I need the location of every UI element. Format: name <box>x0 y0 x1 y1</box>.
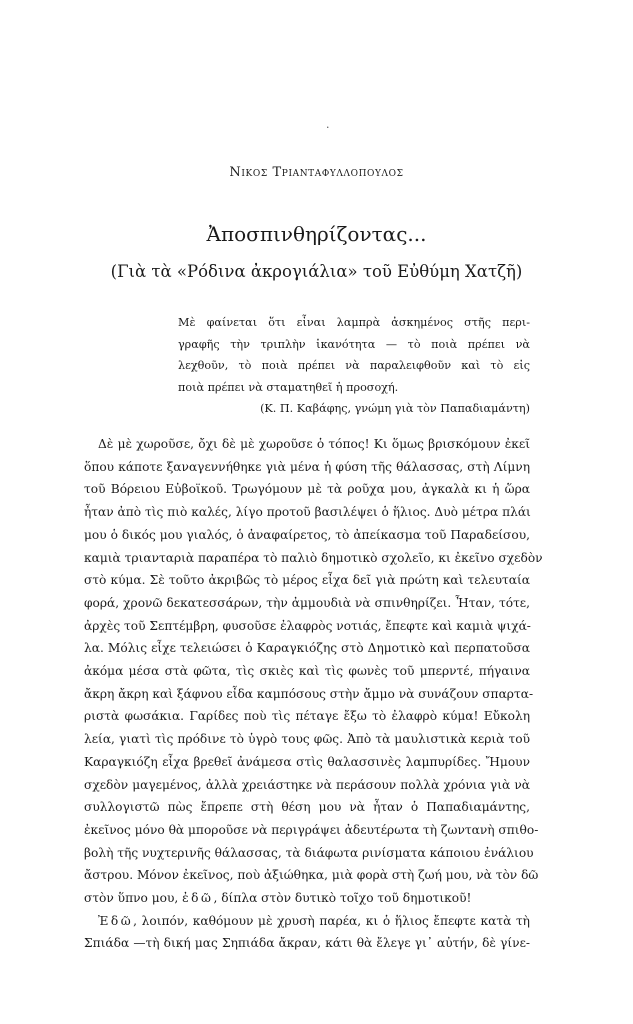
body-line: βολὴ τῆς νυχτερινῆς θάλασσας, τὰ διάφωτα ρινίσματα κάποιου ἐνάλιου <box>84 845 534 860</box>
body-text-run: , δίπλα στὸν δυτικὸ τοῖχο τοῦ δημοτικοῦ! <box>213 891 472 906</box>
epigraph-line: Μὲ φαίνεται ὅτι εἶναι λαμπρὰ ἀσκημένος στῆς περι- <box>178 316 530 329</box>
body-text-run: , λοιπόν, καθόμουν μὲ χρυσὴ παρέα, κι ὁ ἥλιος ἔπεφτε κατὰ τὴ <box>133 913 530 928</box>
spaced-emphasis: ἐδῶ <box>182 891 214 906</box>
body-line: φορά, χρονῶ δεκατεσσάρων, τὴν ἀμμουδιὰ νὰ σπινθηρίζει. Ἦταν, τότε, <box>84 595 530 610</box>
epigraph-line: γραφῆς τὴν τριπλὴν ἱκανότητα — τὸ ποιὰ πρέπει νὰ <box>178 337 530 351</box>
body-line: λα. Μόλις εἶχε τελειώσει ὁ Καραγκιόζης στὸ Δημοτικὸ καὶ περπατοῦσα <box>84 641 530 656</box>
body-line <box>84 887 530 910</box>
body-line: ἀκόμα μέσα στὰ φῶτα, τὶς σκιὲς καὶ τὶς φωνὲς τοῦ μπερντέ, πήγαινα <box>84 664 530 679</box>
body-text-run: στὸν ὕπνο μου, <box>84 891 183 906</box>
body-line: ἐκεῖνος μόνο θὰ μποροῦσε νὰ περιγράψει ἀδευτέρωτα τὴ ζωντανὴ σπιθο- <box>84 822 539 837</box>
body-line: μου ὁ δικός μου γιαλός, ὁ ἀναφαίρετος, τὸ ἀπείκασμα τοῦ Παραδείσου, <box>84 527 530 542</box>
body-line: ἄκρη ἄκρη καὶ ξάφνου εἶδα καμπόσους στὴν ἄμμο νὰ συνάζουν σπαρτα- <box>84 686 534 701</box>
body-line: συλλογιστῶ πὼς ἔπρεπε στὴ θέση μου νὰ ἦταν ὁ Παπαδιαμάντης, <box>84 800 530 815</box>
body-line: σχεδὸν μαγεμένος, ἀλλὰ χρειάστηκε νὰ περάσουν πολλὰ χρόνια γιὰ νὰ <box>84 777 530 792</box>
body-line: ὅπου κάποτε ξαναγεννήθηκε γιὰ μένα ἡ φύση τῆς θάλασσας, στὴ Λίμνη <box>84 459 530 474</box>
epigraph-line: ποιὰ πρέπει νὰ σταματηθεῖ ἡ προσοχή. <box>178 380 399 394</box>
epigraph <box>178 312 530 420</box>
page-mark: · <box>326 121 330 134</box>
body-line: ἀρχὲς τοῦ Σεπτέμβρη, φυσοῦσε ἐλαφρὸς νοτιάς, ἔπεφτε καὶ καμιὰ ψιχά- <box>84 618 531 633</box>
body-line: στὸ κύμα. Σὲ τοῦτο ἀκριβῶς τὸ μέρος εἶχα δεῖ γιὰ πρώτη καὶ τελευταία <box>84 573 530 588</box>
article-title: Ἀποσπινθηρίζοντας... <box>206 222 427 246</box>
body-line: ριστὰ φωσάκια. Γαρίδες ποὺ τὶς πέταγε ἔξω τὸ ἐλαφρὸ κύμα! Εὔκολη <box>84 709 530 724</box>
epigraph-attribution: (Κ. Π. Καβάφης, γνώμη γιὰ τὸν Παπαδιαμάντη) <box>260 402 530 415</box>
body-line: τοῦ Βόρειου Εὐβοϊκοῦ. Τρωγόμουν μὲ τὰ ροῦχα μου, ἀγκαλὰ κι ἡ ὥρα <box>84 482 530 497</box>
body-line <box>84 910 530 933</box>
body-line: Καραγκιόζη εἶχα βρεθεῖ ἀνάμεσα στὶς θαλασσινὲς λαμπυρίδες. Ἤμουν <box>84 754 530 769</box>
spaced-emphasis: Ἐδῶ <box>98 913 134 928</box>
body-line: ἄστρου. Μόνον ἐκεῖνος, ποὺ ἀξιώθηκα, μιὰ φορὰ στὴ ζωή μου, νὰ τὸν δῶ <box>84 868 539 883</box>
body-line: καμιὰ τριανταριὰ παραπέρα τὸ παλιὸ δημοτικὸ σχολεῖο, κι ἐκεῖνο σχεδὸν <box>84 550 543 565</box>
author-name: Νικος Τριανταφυλλοπουλος <box>229 165 404 180</box>
article-subtitle: (Γιὰ τὰ «Ρόδινα ἀκρογιάλια» τοῦ Εὐθύμη Χατζῆ) <box>110 262 523 281</box>
epigraph-line: λεχθοῦν, τὸ ποιὰ πρέπει νὰ παραλειφθοῦν καὶ τὸ εἰς <box>178 359 530 372</box>
body-line: Σπιάδα —τὴ δική μας Σηπιάδα ἄκραν, κάτι θὰ ἔλεγε γι᾽ αὐτήν, δὲ γίνε- <box>84 936 530 951</box>
body-line: Δὲ μὲ χωροῦσε, ὄχι δὲ μὲ χωροῦσε ὁ τόπος! Κι ὅμως βρισκόμουν ἐκεῖ <box>98 437 530 451</box>
body-text <box>84 433 543 955</box>
body-line: λεία, γιατὶ τὶς πρόδινε τὸ ὑγρὸ τους φῶς. Ἀπὸ τὰ μαυλιστικὰ κεριὰ τοῦ <box>84 732 530 747</box>
body-line: ἦταν ἀπὸ τὶς πιὸ καλές, λίγο προτοῦ βασιλέψει ὁ ἥλιος. Δυὸ μέτρα πλάι <box>84 505 531 520</box>
